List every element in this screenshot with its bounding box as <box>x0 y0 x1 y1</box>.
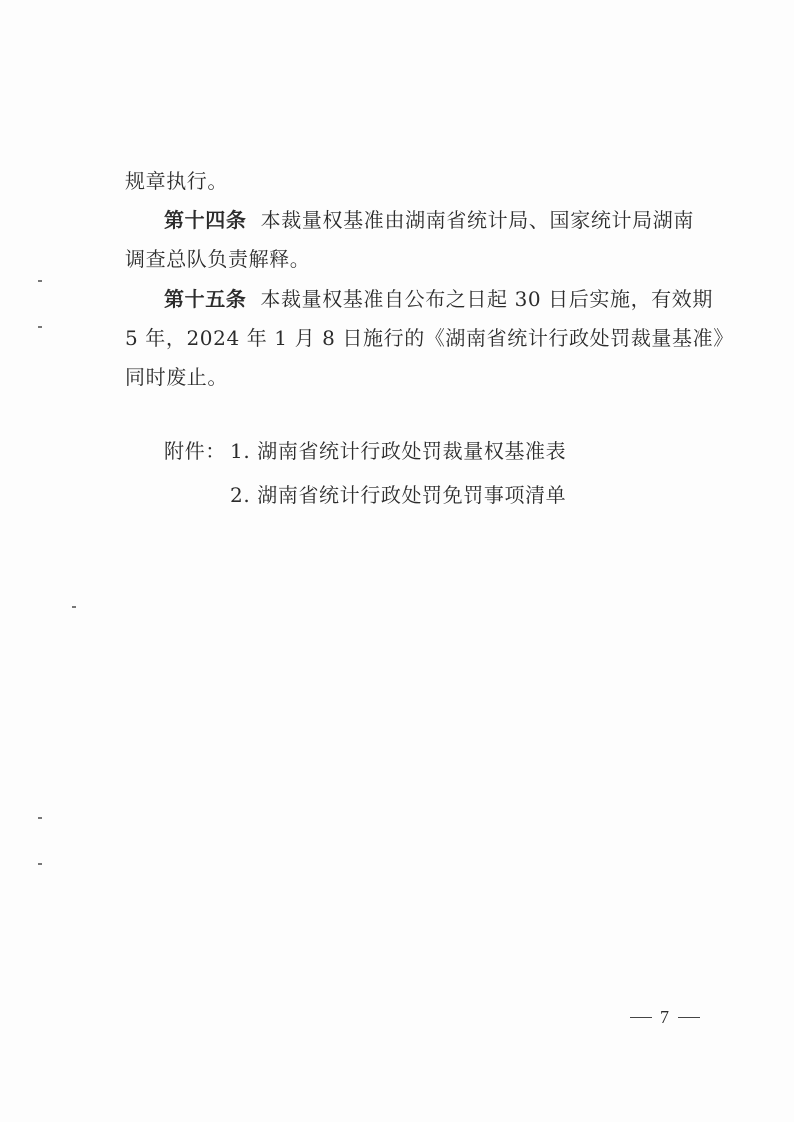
footer-dash-left <box>630 1017 652 1018</box>
attachment-label: 附件： <box>164 439 226 463</box>
scan-mark <box>38 280 42 282</box>
scan-mark <box>38 817 42 819</box>
page-footer <box>630 1004 702 1030</box>
article-15-line-2: 5 年，2024 年 1 月 8 日施行的《湖南省统计行政处罚裁量基准》 <box>125 326 734 350</box>
scan-mark <box>38 863 42 865</box>
attachment-item-1: 1. 湖南省统计行政处罚裁量权基准表 <box>230 439 567 463</box>
article-15-line-3: 同时废止。 <box>125 365 228 389</box>
scan-mark <box>72 606 76 608</box>
article-14-title: 第十四条 <box>164 208 247 232</box>
article-14-line-2: 调查总队负责解释。 <box>125 247 311 271</box>
footer-dash-right <box>678 1017 700 1018</box>
article-15-title: 第十五条 <box>164 287 247 311</box>
scan-mark <box>38 326 42 328</box>
article-14-text-1: 本裁量权基准由湖南省统计局、国家统计局湖南 <box>260 208 694 232</box>
article-14-line-1 <box>164 206 694 234</box>
attachment-item-2: 2. 湖南省统计行政处罚免罚事项清单 <box>230 483 567 507</box>
body-line-1: 规章执行。 <box>125 169 228 193</box>
page-number: 7 <box>660 1007 669 1027</box>
article-15-line-1 <box>164 285 713 313</box>
article-15-text-1: 本裁量权基准自公布之日起 30 日后实施，有效期 <box>260 287 713 311</box>
